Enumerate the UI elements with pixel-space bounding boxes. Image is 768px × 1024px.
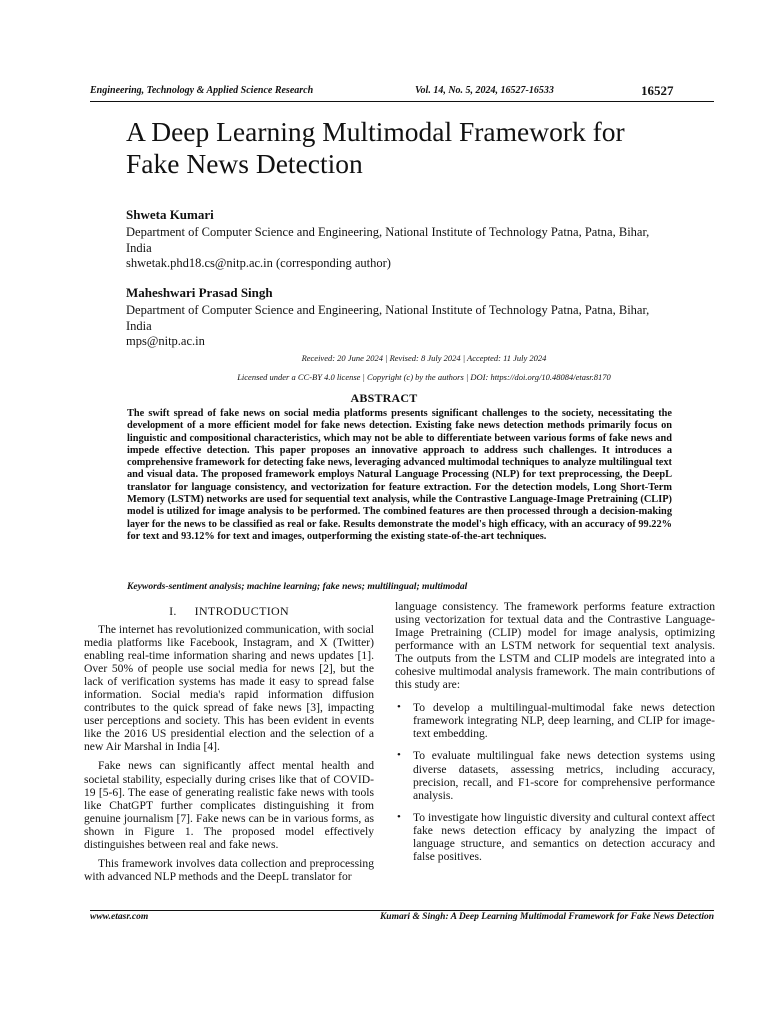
- bullet-icon: •: [397, 749, 401, 762]
- list-item: [395, 701, 715, 740]
- body-paragraph: language consistency. The framework performs feature extraction using vectorization for textual data and the Contrastive Language-Image Pretraining (CLIP) model for image analysis, optimizing performance with an LSTM network for sequential text analysis. The outputs from the LSTM and CLIP models are integrated into a cohesive multimodal analysis framework. The main contributions of this study are:: [395, 600, 715, 692]
- right-column: [395, 600, 715, 872]
- author-affiliation-country: India: [126, 318, 152, 333]
- list-item: [395, 749, 715, 801]
- submission-dates: Received: 20 June 2024 | Revised: 8 July 2024 | Accepted: 11 July 2024: [301, 353, 547, 363]
- author-affiliation-country: India: [126, 240, 152, 255]
- body-paragraph: This framework involves data collection and preprocessing with advanced NLP methods and the DeepL translator for: [84, 856, 374, 883]
- list-item-text: To evaluate multilingual fake news detection systems using diverse datasets, assessing metrics, including accuracy, precision, recall, and F1-score for comprehensive performance analysis.: [413, 749, 715, 802]
- author-name: Shweta Kumari: [126, 207, 214, 222]
- abstract-text: The swift spread of fake news on social media platforms presents significant challenges to the society, necessitating the development of a more efficient model for fake news detection. Existing fake news detection methods primarily focus on linguistic and compositional characteristics, which may not be able to differentiate between various forms of fake news and impede effective detection. This paper proposes an innovative approach to address such challenges. It introduces a comprehensive framework for detecting fake news, leveraging advanced multimodal techniques to analyze multilingual text and visual data. The proposed framework employs Natural Language Processing (NLP) for text preprocessing, the DeepL translator for language consistency, and vectorization for feature extraction. For the detection models, Long Short-Term Memory (LSTM) networks are used for sequential text analysis, while the Contrastive Language-Image Pretraining (CLIP) model is utilized for image analysis to be performed. The combined features are then processed through a decision-making layer for the news to be classified as real or fake. Results demonstrate the model's high efficacy, with an accuracy of 99.22% for text and 93.12% for text and images, outperforming the existing state-of-the-art techniques.: [127, 408, 672, 542]
- author-block-2: [126, 285, 726, 350]
- section-number: I.: [169, 604, 177, 618]
- paper-title: [126, 116, 726, 180]
- body-paragraph: Fake news can significantly affect mental health and societal stability, especially during crises like that of COVID-19 [5-6]. The ease of generating realistic fake news with tools like ChatGPT further complicates distinguishing it from genuine journalism [7]. Fake news can be in various forms, as shown in Figure 1. The proposed model effectively distinguishes between real and fake news.: [84, 759, 374, 851]
- header-rule: [90, 101, 714, 102]
- journal-url[interactable]: www.etasr.com: [90, 912, 149, 922]
- page-number: 16527: [641, 83, 674, 98]
- author-block-1: [126, 207, 726, 272]
- list-item-text: To develop a multilingual-multimodal fake news detection framework integrating NLP, deep learning, and CLIP for image-text embedding.: [413, 701, 715, 741]
- keywords: Keywords-sentiment analysis; machine learning; fake news; multilingual; multimodal: [127, 581, 468, 592]
- title-line-1: A Deep Learning Multimodal Framework for: [126, 116, 625, 147]
- section-title: INTRODUCTION: [194, 604, 289, 618]
- bullet-icon: •: [397, 701, 401, 714]
- section-heading: [84, 604, 374, 619]
- bullet-icon: •: [397, 810, 401, 823]
- list-item-text: To investigate how linguistic diversity and cultural context affect fake news detection efficacy by analyzing the impact of language structure, and semantics on detection accuracy and false positives.: [413, 810, 715, 863]
- abstract-heading: ABSTRACT: [350, 391, 418, 405]
- running-footer: [90, 912, 714, 926]
- author-affiliation: Department of Computer Science and Engineering, National Institute of Technology Patna, Patna, Bihar,: [126, 303, 650, 317]
- author-affiliation: Department of Computer Science and Engineering, National Institute of Technology Patna, Patna, Bihar,: [126, 225, 650, 239]
- author-name: Maheshwari Prasad Singh: [126, 285, 273, 300]
- left-column: [84, 600, 374, 889]
- footer-citation: Kumari & Singh: A Deep Learning Multimodal Framework for Fake News Detection: [379, 912, 714, 922]
- title-line-2: Fake News Detection: [126, 148, 363, 179]
- license-doi[interactable]: Licensed under a CC-BY 4.0 license | Copyright (c) by the authors | DOI: https://doi.org/10.48084/etasr.8170: [237, 372, 611, 382]
- volume-info: Vol. 14, No. 5, 2024, 16527-16533: [415, 85, 554, 96]
- journal-name: Engineering, Technology & Applied Science Research: [90, 85, 314, 96]
- author-email[interactable]: shwetak.phd18.cs@nitp.ac.in (corresponding author): [126, 256, 391, 270]
- list-item: [395, 811, 715, 863]
- contributions-list: [395, 701, 715, 863]
- body-paragraph: The internet has revolutionized communication, with social media platforms like Facebook, Instagram, and X (Twitter) enabling real-time information sharing and news updates [1]. Over 50% of people use social media for news [2], but the lack of verification systems has made it easy to spread false information. Social media's rapid information diffusion contributes to the quick spread of fake news [3], impacting user perceptions and society. This has been evident in events like the 2016 US presidential election and the selection of a new Air Marshal in India [4].: [84, 623, 374, 754]
- footer-rule: [90, 910, 714, 911]
- author-email[interactable]: mps@nitp.ac.in: [126, 334, 205, 348]
